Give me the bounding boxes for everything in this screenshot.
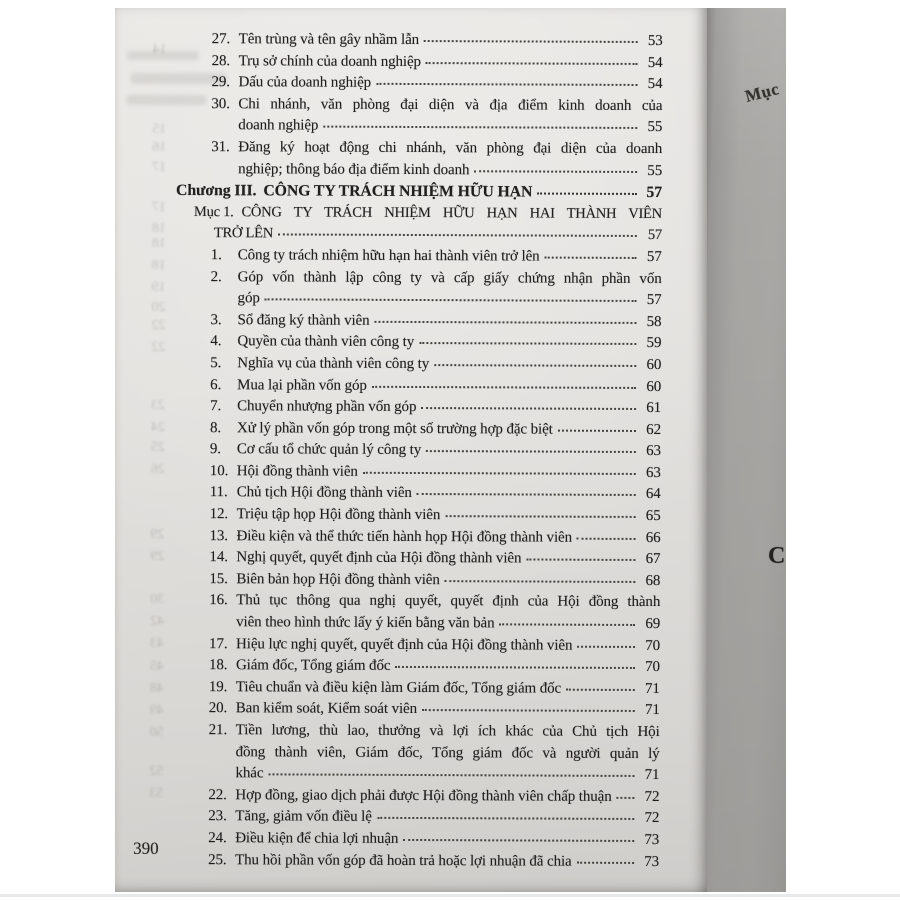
toc-entry-number: 21.: [208, 722, 228, 739]
toc-entry-title: Đăng ký hoạt động chi nhánh, văn phòng đại diện của doanh: [238, 139, 663, 158]
toc-entry-title: Quyền của thành viên công ty: [237, 333, 415, 351]
toc-line: [115, 784, 705, 808]
toc-entry: [117, 29, 707, 53]
toc-entry: [116, 72, 707, 96]
page-number-footer: 390: [133, 838, 159, 858]
toc-entry-page: 55: [647, 162, 663, 179]
toc-line: [115, 590, 706, 614]
toc-entry: [116, 180, 707, 204]
toc-entry: [115, 784, 705, 808]
toc-entry: [115, 720, 706, 787]
toc-line: [115, 569, 706, 593]
dot-leader: [395, 666, 635, 669]
bleed-through-number: 48: [149, 680, 164, 696]
bleed-through-number: 50: [149, 724, 164, 740]
bleed-through-number: 30: [150, 591, 165, 607]
toc-line: [116, 220, 707, 247]
toc-entry-number: 30.: [211, 95, 230, 112]
toc-line: [115, 417, 707, 441]
toc-line: [115, 612, 706, 636]
dot-leader: [526, 559, 635, 561]
toc-entry-title: Dấu của doanh nghiệp: [238, 74, 372, 91]
toc-entry-title: Trụ sở chính của doanh nghiệp: [238, 52, 422, 70]
toc-line: [115, 309, 707, 333]
dot-leader: [422, 709, 635, 712]
toc-entry-page: 68: [645, 572, 661, 589]
toc-entry-page: 58: [646, 313, 662, 330]
toc-entry-page: 57: [646, 292, 662, 309]
dot-leader: [426, 62, 638, 65]
toc-entry-title: TRỞ LÊN: [213, 225, 273, 242]
toc-entry-title: Thủ tục thông qua nghị quyết, quyết định của Hội đồng thành: [236, 592, 661, 611]
toc-line: [115, 849, 705, 873]
photo-frame-edge: [0, 894, 900, 897]
toc-entry: [115, 331, 707, 355]
toc-line: [115, 396, 707, 420]
toc-entry-number: 17.: [209, 635, 228, 652]
toc-entry-number: 5.: [210, 355, 222, 372]
dot-leader: [445, 580, 636, 583]
toc-line: [115, 741, 706, 765]
bleed-through-number: 52: [149, 763, 164, 779]
dot-leader: [577, 537, 636, 539]
dot-leader: [426, 450, 636, 453]
toc-entry-title: Biên bản họp Hội đồng thành viên: [236, 571, 440, 588]
dot-leader: [268, 774, 634, 778]
dot-leader: [278, 234, 637, 238]
toc-entry: [115, 849, 705, 873]
bleed-through-number: 17: [152, 159, 167, 175]
toc-entry: [115, 439, 707, 463]
toc-entry: [115, 461, 707, 485]
toc-entry-title: doanh nghiệp: [238, 117, 319, 134]
toc-entry-title: viên theo hình thức lấy ý kiến bằng văn bản: [236, 614, 495, 632]
toc-line: [115, 482, 707, 506]
toc-entry-page: 54: [647, 54, 663, 71]
toc-line: [115, 525, 707, 549]
toc-line: [115, 655, 706, 679]
bleed-through-number: 29: [150, 526, 165, 542]
toc-line: [116, 201, 707, 225]
toc-entry-title: Thu hồi phần vốn góp đã hoàn trả hoặc lợi nhuận đã chia: [235, 851, 572, 870]
toc-entry: [115, 374, 707, 398]
toc-entry-page: 53: [647, 33, 663, 50]
dot-leader: [537, 193, 637, 195]
toc-entry-page: 63: [645, 464, 661, 481]
toc-entry-title: CÔNG TY TRÁCH NHIỆM HỮU HẠN HAI THÀNH VIÊN: [241, 203, 662, 222]
toc-entry: [115, 655, 706, 679]
dot-leader: [499, 623, 635, 626]
dot-leader: [577, 645, 635, 647]
toc-entry: [115, 353, 707, 377]
toc-entry-number: 27.: [211, 31, 231, 48]
dot-leader: [566, 688, 635, 690]
toc-line: [116, 245, 707, 269]
toc-entry-number: 15.: [209, 570, 228, 588]
toc-line: [115, 806, 705, 830]
toc-entry: [115, 569, 706, 593]
toc-entry-page: 71: [645, 680, 660, 697]
bleed-through-number: 14: [152, 41, 167, 57]
toc-entry-title: Tăng, giảm vốn điều lệ: [235, 808, 372, 826]
toc-entry-page: 66: [645, 529, 661, 546]
dot-leader: [419, 342, 636, 345]
book-page: [115, 8, 707, 892]
toc-entry-number: Chương III.: [175, 182, 257, 200]
next-page-edge: [707, 8, 786, 892]
dot-leader: [434, 364, 636, 367]
toc-line: [115, 633, 706, 657]
toc-line: [115, 439, 707, 463]
toc-entry-title: Góp vốn thành lập công ty và cấp giấy chứng nhận phần vốn: [237, 268, 662, 287]
bleed-through-number: 19: [151, 279, 166, 295]
toc-entry-page: 55: [647, 119, 663, 136]
toc-entry-page: 60: [646, 378, 662, 395]
bleed-through-number: 26: [150, 461, 165, 477]
toc-entry-title: Tiền lương, thù lao, thưởng và lợi ích khác của Chủ tịch Hội: [235, 722, 660, 741]
toc-entry-title: Hội đồng thành viên: [236, 463, 358, 480]
bleed-through-number: 18: [151, 220, 166, 236]
toc-entry-page: 69: [645, 616, 661, 633]
toc-line: [116, 137, 707, 161]
toc-entry-page: 62: [646, 421, 662, 438]
toc-line: [117, 50, 707, 74]
toc-entry-title: Hiệu lực nghị quyết, quyết định của Hội đồng thành viên: [236, 635, 573, 654]
toc-entry-number: 24.: [208, 830, 227, 847]
toc-entry-title: Điều kiện để chia lợi nhuận: [235, 830, 399, 847]
toc-line: [115, 331, 707, 355]
toc-entry: [115, 806, 705, 830]
toc-entry-title: Chi nhánh, văn phòng đại diện và địa điểm kinh doanh của: [238, 96, 663, 114]
dot-leader: [363, 472, 636, 475]
toc-line: [116, 288, 707, 312]
book-page-content: [115, 8, 707, 892]
toc-entry-page: 57: [646, 184, 663, 202]
toc-line: [116, 180, 707, 204]
toc-entry: [116, 266, 707, 312]
bleed-through-number: 17: [151, 199, 166, 215]
toc-entry-number: Mục 1.: [193, 203, 234, 220]
toc-entry-title: khác: [235, 765, 264, 782]
toc-entry-page: 71: [644, 702, 660, 719]
toc-entry-page: 63: [646, 443, 661, 460]
toc-entry-page: 71: [644, 767, 660, 784]
dot-leader: [545, 257, 637, 259]
toc-entry-title: Tên trùng và tên gây nhầm lẫn: [238, 31, 420, 49]
toc-entry-number: 2.: [210, 268, 222, 285]
toc-entry: [117, 50, 707, 74]
bleed-through-number: 16: [152, 139, 167, 155]
toc-entry: [115, 482, 707, 506]
toc-entry-page: 64: [645, 486, 661, 503]
bleed-through-number: 29: [150, 548, 165, 564]
toc-entry-title: Triệu tập họp Hội đồng thành viên: [236, 506, 441, 524]
toc-entry: [115, 828, 705, 852]
toc-entry-title: Cơ cấu tổ chức quản lý công ty: [236, 441, 422, 459]
dot-leader: [377, 817, 634, 820]
toc-line: [116, 115, 707, 139]
toc-entry-number: 23.: [208, 808, 227, 825]
bleed-through-number: 25: [150, 439, 165, 455]
toc-entry-number: 6.: [210, 376, 222, 393]
toc-line: [115, 353, 707, 377]
bleed-through-number: 53: [149, 785, 164, 801]
toc-entry: [115, 547, 706, 571]
bleed-through-number: 22: [151, 317, 166, 333]
toc-entry-title: Mua lại phần vốn góp: [237, 376, 367, 394]
toc-entry: [115, 504, 707, 528]
dot-leader: [376, 83, 637, 86]
toc-entry-title: Nghị quyết, quyết định của Hội đồng thành viên: [236, 549, 522, 567]
toc-entry-page: 73: [644, 831, 660, 849]
toc-entry: [116, 245, 707, 269]
toc-line: [116, 266, 707, 290]
toc-entry-number: 8.: [209, 419, 222, 436]
toc-entry-page: 57: [647, 227, 662, 244]
toc-entry-title: Xử lý phần vốn góp trong một số trường hợp đặc biệt: [236, 419, 553, 438]
toc-line: [116, 72, 707, 96]
toc-entry-title: nghiệp; thông báo địa điểm kinh doanh: [238, 160, 470, 178]
toc-entry-number: 12.: [209, 506, 229, 523]
toc-entry: [115, 525, 707, 549]
bleed-through-number: 15: [152, 121, 167, 137]
toc-entry-page: 61: [646, 400, 662, 417]
toc-entry-number: 11.: [209, 484, 228, 501]
toc-entry-number: 3.: [210, 311, 222, 328]
toc-entry: [116, 93, 707, 139]
bleed-through-number: 24: [150, 419, 166, 435]
toc-entry-number: 14.: [209, 549, 228, 566]
toc-entry-page: 57: [646, 248, 662, 266]
toc-line: [115, 828, 705, 852]
toc-entry-page: 65: [645, 508, 661, 525]
dot-leader: [577, 861, 634, 863]
toc-entry-title: Điều kiện và thể thức tiến hành họp Hội đồng thành viên: [236, 527, 573, 546]
dot-leader: [375, 321, 637, 324]
dot-leader: [265, 298, 637, 302]
toc-entry-number: 29.: [211, 74, 230, 91]
toc-entry-number: 1.: [210, 247, 222, 264]
dot-leader: [558, 429, 636, 431]
toc-entry-number: 18.: [208, 657, 228, 674]
bleed-through-number: 18: [151, 257, 166, 273]
dot-leader: [403, 839, 634, 842]
toc-entry-title: Chủ tịch Hội đồng thành viên: [236, 484, 412, 502]
bleed-through-number: 43: [150, 635, 165, 651]
toc-entry-title: Hợp đồng, giao dịch phải được Hội đồng thành viên chấp thuận: [235, 787, 612, 805]
bleed-through-number: 42: [150, 613, 165, 629]
dot-leader: [417, 493, 636, 496]
toc-entry-page: 59: [646, 335, 662, 352]
dot-leader: [617, 797, 635, 799]
bleed-through-number: 49: [149, 702, 164, 718]
toc-entry-title: Giám đốc, Tổng giám đốc: [235, 657, 391, 675]
toc-line: [115, 504, 707, 528]
toc-entry-number: 9.: [209, 441, 222, 458]
toc-entry: [115, 633, 706, 657]
toc-entry-number: 28.: [211, 52, 231, 69]
bleed-through-number: 45: [149, 658, 164, 674]
dot-leader: [323, 126, 637, 129]
toc-entry: [116, 201, 707, 247]
toc-entry-title: Sổ đăng ký thành viên: [237, 311, 370, 329]
bleed-through-number: 23: [151, 397, 166, 413]
toc-entry-title: CÔNG TY TRÁCH NHIỆM HỮU HẠN: [263, 182, 533, 201]
toc-entry-number: 19.: [208, 678, 228, 695]
toc-entry-title: Công ty trách nhiệm hữu hạn hai thành viên trở lên: [237, 247, 540, 265]
toc-entry: [115, 309, 707, 333]
toc-entry: [115, 590, 706, 636]
toc-entry: [116, 137, 707, 183]
dot-leader: [372, 385, 636, 388]
toc-entry: [115, 396, 707, 420]
toc-entry-title: Nghĩa vụ của thành viên công ty: [237, 355, 430, 372]
toc-entry-number: 16.: [209, 592, 228, 609]
toc-entry-number: 7.: [210, 398, 222, 415]
toc-line: [115, 374, 707, 398]
bleed-through-number: 20: [151, 299, 166, 315]
toc-entry-title: Ban kiểm soát, Kiểm soát viên: [235, 700, 418, 718]
toc-line: [115, 677, 706, 701]
toc-entry-page: 67: [645, 551, 661, 568]
toc-entry-title: Tiêu chuẩn và điều kiện làm Giám đốc, Tổng giám đốc: [235, 679, 562, 697]
next-page-muc-text: Mục: [743, 79, 782, 106]
toc-line: [115, 461, 707, 485]
toc-entry: [115, 698, 706, 722]
toc-entry-page: 60: [646, 356, 662, 373]
dot-leader: [474, 170, 637, 173]
toc-entry-page: 73: [644, 853, 660, 870]
toc-entry-page: 72: [644, 810, 660, 827]
toc-entry-number: 25.: [208, 851, 227, 868]
bleed-through-number: 22: [151, 339, 166, 355]
toc-entry-title: góp: [237, 290, 260, 307]
toc-line: [115, 547, 706, 571]
toc-entry-title: Chuyển nhượng phần vốn góp: [237, 398, 417, 416]
toc-entry-number: 4.: [210, 333, 222, 350]
toc-entry: [115, 417, 707, 441]
toc-entry-number: 20.: [208, 700, 228, 717]
toc-line: [115, 698, 706, 722]
dot-leader: [421, 407, 636, 410]
dot-leader: [445, 515, 635, 518]
toc-entry: [115, 677, 706, 701]
toc-entry-page: 72: [644, 788, 660, 805]
next-page-letter: C: [768, 543, 786, 569]
toc-line: [116, 158, 707, 182]
table-of-contents: [115, 29, 707, 874]
bleed-through-number: 18: [151, 235, 166, 251]
toc-entry-number: 22.: [208, 786, 227, 803]
toc-entry-number: 10.: [209, 462, 229, 480]
toc-entry-title: đồng thành viên, Giám đốc, Tổng giám đốc và người quản lý: [235, 743, 660, 762]
dot-leader: [424, 40, 638, 43]
toc-entry-page: 70: [645, 637, 661, 654]
toc-entry-number: 13.: [209, 527, 229, 544]
toc-line: [115, 720, 706, 744]
toc-entry-page: 70: [645, 659, 660, 676]
toc-line: [117, 29, 707, 53]
toc-entry-page: 54: [647, 76, 663, 93]
toc-line: [115, 763, 706, 787]
toc-entry-number: 31.: [211, 139, 230, 156]
toc-line: [116, 93, 707, 117]
